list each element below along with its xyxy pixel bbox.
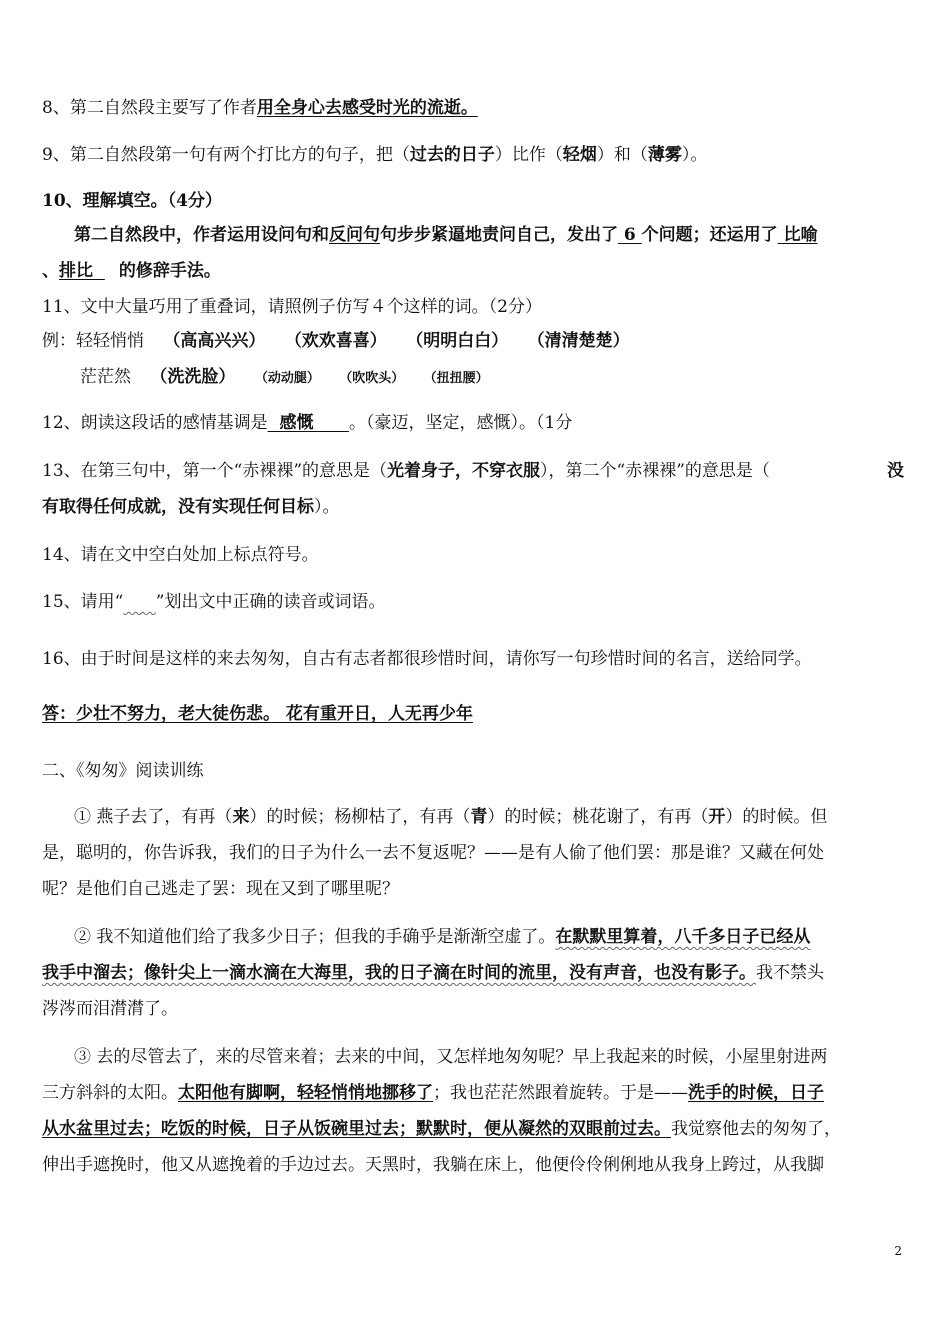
answer-16: 答：少壮不努力，老大徒伤悲。 花有重开日，人无再少年 — [42, 704, 473, 724]
paragraph-1-line2: 是，聪明的，你告诉我，我们的日子为什么一去不复返呢？——是有人偷了他们罢：那是谁？又藏在何处 — [42, 843, 824, 863]
question-11-row1: 例：轻轻悄悄 （高高兴兴） （欢欢喜喜） （明明白白） （清清楚楚） — [42, 331, 630, 351]
paragraph-2-line2: 我手中溜去；像针尖上一滴水滴在大海里，我的日子滴在时间的流里，没有声音，也没有影子。我不禁头 — [42, 963, 824, 983]
question-14: 14、请在文中空白处加上标点符号。 — [42, 545, 319, 565]
paragraph-1-line1: ① 燕子去了，有再（来）的时候；杨柳枯了，有再（青）的时候；桃花谢了，有再（开）的时候。但 — [74, 807, 828, 827]
question-10-title: 10、理解填空。（4分） — [42, 191, 222, 211]
question-9: 9、第二自然段第一句有两个打比方的句子，把（过去的日子）比作（轻烟）和（薄雾）。 — [42, 145, 708, 165]
question-11: 11、文中大量巧用了重叠词，请照例子仿写４个这样的词。（2分） — [42, 297, 542, 317]
question-10-line1: 第二自然段中，作者运用设问句和反问句句步步紧逼地责问自己，发出了 6 个问题；还运用了 比喻 — [74, 225, 818, 245]
paragraph-3-line4: 伸出手遮挽时，他又从遮挽着的手边过去。天黑时，我躺在床上，他便伶伶俐俐地从我身上跨过，从我脚 — [42, 1155, 824, 1175]
paragraph-3-line2: 三方斜斜的太阳。太阳他有脚啊，轻轻悄悄地挪移了；我也茫茫然跟着旋转。于是——洗手的时候，日子 — [42, 1083, 824, 1103]
question-15: 15、请用“ ”划出文中正确的读音或词语。 — [42, 592, 386, 612]
question-12: 12、朗读这段话的感情基调是 感慨 。（豪迈，坚定，感慨）。（1分 — [42, 413, 573, 433]
paragraph-3-line3: 从水盆里过去；吃饭的时候，日子从饭碗里过去；默默时，便从凝然的双眼前过去。我觉察他去的匆匆了， — [42, 1119, 841, 1139]
question-10-line2: 、排比 的修辞手法。 — [42, 261, 221, 281]
page-number: 2 — [894, 1244, 902, 1258]
paragraph-2-line1: ② 我不知道他们给了我多少日子；但我的手确乎是渐渐空虚了。在默默里算着，八千多日子已经从 — [74, 927, 811, 947]
question-16: 16、由于时间是这样的来去匆匆，自古有志者都很珍惜时间，请你写一句珍惜时间的名言，送给同学。 — [42, 649, 812, 669]
paragraph-1-line3: 呢？是他们自己逃走了罢：现在又到了哪里呢？ — [42, 879, 399, 899]
question-13-line2: 有取得任何成就，没有实现任何目标）。 — [42, 497, 340, 517]
paragraph-2-line3: 涔涔而泪潸潸了。 — [42, 999, 178, 1019]
question-11-row2: 茫茫然 （洗洗脸） （动动腿） （吹吹头） （扭扭腰） — [80, 367, 489, 387]
answer-8: 用全身心去感受时光的流逝。 — [256, 98, 478, 118]
question-8: 8、第二自然段主要写了作者用全身心去感受时光的流逝。 — [42, 98, 478, 118]
section-2-title: 二、《匆匆》阅读训练 — [42, 761, 204, 781]
question-13-line1: 13、在第三句中，第一个“赤裸裸”的意思是（光着身子，不穿衣服），第二个“赤裸裸”的意思是（ 没 — [42, 461, 904, 481]
paragraph-3-line1: ③ 去的尽管去了，来的尽管来着；去来的中间，又怎样地匆匆呢？早上我起来的时候，小屋里射进两 — [74, 1047, 828, 1067]
